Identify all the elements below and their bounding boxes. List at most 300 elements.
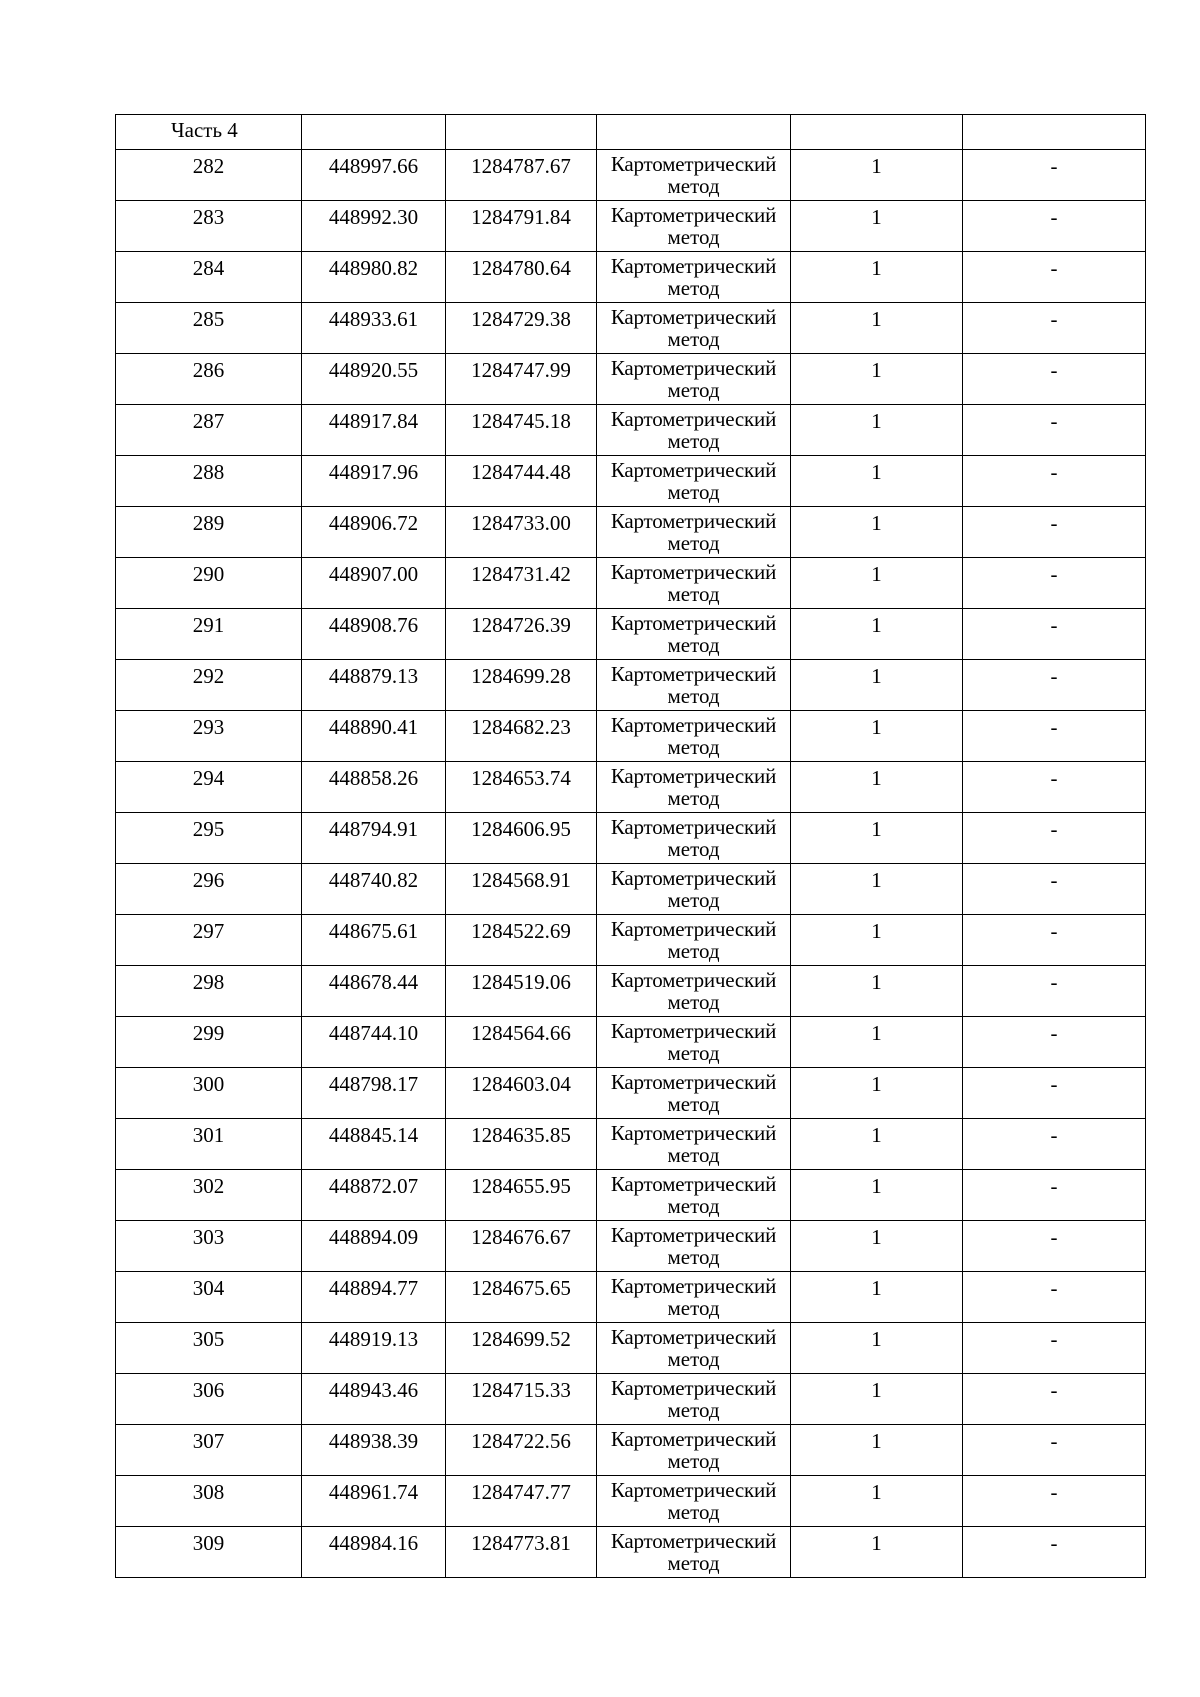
point-number: 295 [192,817,225,841]
note-cell [963,1017,1146,1068]
method-line2: метод [667,633,720,657]
point-number: 307 [192,1429,225,1453]
method-line1: Картометрический [610,866,777,890]
point-number: 304 [192,1276,225,1300]
accuracy: 1 [871,460,882,484]
method-cell [597,456,791,507]
method-line2: метод [667,531,720,555]
table-body [116,115,1146,1578]
coordinate-y: 1284747.99 [471,358,571,382]
method-line2: метод [667,1041,720,1065]
coordinate-x: 448984.16 [328,1531,419,1555]
table-row [116,1017,1146,1068]
accuracy-cell [791,711,963,762]
note: - [1050,562,1058,586]
coordinate-y-cell [446,405,597,456]
method-line2: метод [667,276,720,300]
point-number-cell [116,1017,302,1068]
accuracy: 1 [871,562,882,586]
method-cell [597,558,791,609]
coordinate-x: 448872.07 [328,1174,419,1198]
table-row [116,915,1146,966]
method-line2: метод [667,684,720,708]
method-line2: метод [667,1398,720,1422]
note-cell [963,1068,1146,1119]
method-cell [597,1221,791,1272]
method-line2: метод [667,939,720,963]
coordinate-x: 448943.46 [328,1378,419,1402]
coordinate-y: 1284747.77 [471,1480,571,1504]
coordinate-x: 448894.09 [328,1225,419,1249]
method-cell [597,1374,791,1425]
coordinate-x: 448906.72 [328,511,419,535]
note-cell [963,660,1146,711]
point-number: 303 [192,1225,225,1249]
point-number-cell [116,762,302,813]
point-number: 306 [192,1378,225,1402]
coordinate-y: 1284568.91 [471,868,571,892]
method-cell [597,762,791,813]
method-line2: метод [667,888,720,912]
note: - [1050,1276,1058,1300]
note: - [1050,1480,1058,1504]
accuracy-cell [791,507,963,558]
method-cell [597,201,791,252]
coordinate-y-cell [446,150,597,201]
method-cell [597,609,791,660]
accuracy: 1 [871,154,882,178]
coordinate-y-cell [446,1017,597,1068]
method-line2: метод [667,990,720,1014]
method-line2: метод [667,1551,720,1575]
method-line2: метод [667,174,720,198]
point-number: 298 [192,970,225,994]
table-row [116,1527,1146,1578]
accuracy-cell [791,762,963,813]
method-line2: метод [667,225,720,249]
method-cell [597,1068,791,1119]
coordinate-y-cell [446,813,597,864]
coordinate-x-cell [302,303,446,354]
method-cell [597,1476,791,1527]
accuracy-cell [791,558,963,609]
accuracy-cell [791,1272,963,1323]
point-number-cell [116,1272,302,1323]
point-number: 290 [192,562,225,586]
coordinate-x: 448961.74 [328,1480,419,1504]
coordinate-x-cell [302,1527,446,1578]
method-line1: Картометрический [610,611,777,635]
point-number: 299 [192,1021,225,1045]
coordinate-x-cell [302,507,446,558]
note-cell [963,762,1146,813]
coordinate-x-cell [302,1068,446,1119]
accuracy: 1 [871,205,882,229]
point-number: 289 [192,511,225,535]
note: - [1050,664,1058,688]
point-number-cell [116,456,302,507]
part-title-cell [116,115,302,150]
table-row [116,762,1146,813]
coordinate-x-cell [302,558,446,609]
coordinate-y: 1284655.95 [471,1174,571,1198]
note-cell [963,303,1146,354]
coordinate-y-cell [446,966,597,1017]
coordinate-y-cell [446,609,597,660]
point-number-cell [116,915,302,966]
accuracy-cell [791,1425,963,1476]
method-cell [597,354,791,405]
note-cell [963,609,1146,660]
table-row [116,813,1146,864]
coordinate-x-cell [302,252,446,303]
note-cell [963,1170,1146,1221]
coordinate-y-cell [446,1221,597,1272]
method-line2: метод [667,735,720,759]
note-cell [963,252,1146,303]
coordinate-y: 1284733.00 [471,511,571,535]
table-row [116,456,1146,507]
method-line1: Картометрический [610,1121,777,1145]
coordinate-x-cell [302,711,446,762]
accuracy-cell [791,813,963,864]
empty-header-cell [791,115,963,150]
coordinate-x: 448678.44 [328,970,419,994]
accuracy-cell [791,1068,963,1119]
point-number-cell [116,1527,302,1578]
accuracy-cell [791,201,963,252]
coordinate-y-cell [446,762,597,813]
point-number: 282 [192,154,225,178]
accuracy-cell [791,1170,963,1221]
method-line1: Картометрический [610,203,777,227]
table-row [116,1068,1146,1119]
coordinate-y: 1284606.95 [471,817,571,841]
point-number: 296 [192,868,225,892]
accuracy: 1 [871,1327,882,1351]
coordinate-x: 448933.61 [328,307,419,331]
accuracy-cell [791,1476,963,1527]
table-row [116,150,1146,201]
table-row [116,558,1146,609]
note-cell [963,1119,1146,1170]
coordinate-x-cell [302,1374,446,1425]
coordinate-y: 1284722.56 [471,1429,571,1453]
accuracy-cell [791,660,963,711]
note-cell [963,1374,1146,1425]
coordinate-y: 1284675.65 [471,1276,571,1300]
point-number-cell [116,252,302,303]
point-number-cell [116,609,302,660]
empty-header-cell [446,115,597,150]
coordinate-x-cell [302,966,446,1017]
empty-header-cell [963,115,1146,150]
table-row [116,405,1146,456]
point-number-cell [116,303,302,354]
coordinate-x: 448879.13 [328,664,419,688]
point-number-cell [116,1374,302,1425]
point-number-cell [116,966,302,1017]
coordinate-y: 1284699.28 [471,664,571,688]
method-line1: Картометрический [610,968,777,992]
note: - [1050,1072,1058,1096]
table-row [116,1221,1146,1272]
coordinates-table [115,114,1146,1578]
note: - [1050,1531,1058,1555]
method-line1: Картометрический [610,815,777,839]
accuracy: 1 [871,970,882,994]
method-line1: Картометрический [610,560,777,584]
coordinate-y-cell [446,864,597,915]
table-row [116,354,1146,405]
table-row [116,507,1146,558]
coordinate-x-cell [302,150,446,201]
method-line2: метод [667,327,720,351]
accuracy: 1 [871,1174,882,1198]
method-line2: метод [667,429,720,453]
method-line1: Картометрический [610,305,777,329]
coordinate-x: 448920.55 [328,358,419,382]
coordinate-x: 448675.61 [328,919,419,943]
method-line2: метод [667,1347,720,1371]
point-number-cell [116,558,302,609]
table-row [116,660,1146,711]
coordinate-y-cell [446,1527,597,1578]
method-line1: Картометрический [610,1376,777,1400]
method-cell [597,303,791,354]
method-line1: Картометрический [610,1019,777,1043]
point-number: 285 [192,307,225,331]
note-cell [963,1221,1146,1272]
note: - [1050,1021,1058,1045]
point-number: 293 [192,715,225,739]
method-cell [597,1170,791,1221]
coordinate-y: 1284682.23 [471,715,571,739]
coordinate-y: 1284726.39 [471,613,571,637]
method-cell [597,1272,791,1323]
note-cell [963,711,1146,762]
note: - [1050,919,1058,943]
note-cell [963,966,1146,1017]
point-number: 294 [192,766,225,790]
note: - [1050,307,1058,331]
point-number: 292 [192,664,225,688]
note: - [1050,154,1058,178]
note-cell [963,813,1146,864]
coordinate-x: 448740.82 [328,868,419,892]
coordinate-x: 448997.66 [328,154,419,178]
accuracy: 1 [871,1378,882,1402]
table-header-row [116,115,1146,150]
method-cell [597,1119,791,1170]
method-cell [597,1323,791,1374]
coordinate-x: 448992.30 [328,205,419,229]
method-line1: Картометрический [610,1529,777,1553]
point-number-cell [116,1425,302,1476]
note-cell [963,1476,1146,1527]
accuracy: 1 [871,868,882,892]
accuracy: 1 [871,511,882,535]
point-number-cell [116,507,302,558]
method-line1: Картометрический [610,1478,777,1502]
point-number: 291 [192,613,225,637]
coordinate-x-cell [302,660,446,711]
coordinate-x: 448744.10 [328,1021,419,1045]
point-number-cell [116,660,302,711]
coordinate-x-cell [302,609,446,660]
point-number-cell [116,201,302,252]
accuracy-cell [791,1221,963,1272]
coordinate-x-cell [302,405,446,456]
coordinate-y: 1284522.69 [471,919,571,943]
point-number: 284 [192,256,225,280]
part-title: Часть 4 [171,118,238,142]
coordinate-y-cell [446,711,597,762]
coordinate-y: 1284603.04 [471,1072,571,1096]
note: - [1050,1174,1058,1198]
note-cell [963,1527,1146,1578]
coordinate-x-cell [302,813,446,864]
method-line2: метод [667,1449,720,1473]
point-number-cell [116,1068,302,1119]
method-line1: Картометрический [610,917,777,941]
method-line1: Картометрический [610,1172,777,1196]
note-cell [963,150,1146,201]
accuracy: 1 [871,1225,882,1249]
note: - [1050,1123,1058,1147]
note: - [1050,715,1058,739]
note: - [1050,1429,1058,1453]
method-cell [597,252,791,303]
method-cell [597,1017,791,1068]
coordinate-y-cell [446,252,597,303]
table-row [116,711,1146,762]
note: - [1050,358,1058,382]
accuracy-cell [791,1527,963,1578]
coordinate-y-cell [446,507,597,558]
note: - [1050,511,1058,535]
coordinate-x: 448845.14 [328,1123,419,1147]
table-row [116,201,1146,252]
accuracy-cell [791,150,963,201]
method-cell [597,1425,791,1476]
coordinate-y: 1284564.66 [471,1021,571,1045]
method-line2: метод [667,1500,720,1524]
accuracy: 1 [871,817,882,841]
accuracy: 1 [871,409,882,433]
note: - [1050,970,1058,994]
accuracy: 1 [871,1276,882,1300]
point-number-cell [116,1119,302,1170]
accuracy-cell [791,405,963,456]
coordinate-y-cell [446,915,597,966]
coordinate-y-cell [446,354,597,405]
coordinate-y: 1284745.18 [471,409,571,433]
coordinate-y: 1284744.48 [471,460,571,484]
coordinate-x-cell [302,762,446,813]
coordinate-y: 1284715.33 [471,1378,571,1402]
point-number: 288 [192,460,225,484]
table-row [116,609,1146,660]
point-number: 309 [192,1531,225,1555]
note-cell [963,354,1146,405]
point-number: 301 [192,1123,225,1147]
coordinate-y-cell [446,558,597,609]
coordinate-y: 1284519.06 [471,970,571,994]
point-number: 283 [192,205,225,229]
coordinate-y-cell [446,660,597,711]
coordinate-y: 1284635.85 [471,1123,571,1147]
coordinate-x: 448858.26 [328,766,419,790]
point-number-cell [116,813,302,864]
coordinate-x-cell [302,1221,446,1272]
accuracy-cell [791,456,963,507]
coordinate-y: 1284791.84 [471,205,571,229]
method-line1: Картометрический [610,662,777,686]
method-line1: Картометрический [610,713,777,737]
accuracy: 1 [871,1123,882,1147]
method-cell [597,1527,791,1578]
coordinate-x: 448908.76 [328,613,419,637]
note: - [1050,868,1058,892]
point-number-cell [116,150,302,201]
method-line1: Картометрический [610,1070,777,1094]
table-row [116,864,1146,915]
table-row [116,1476,1146,1527]
point-number-cell [116,354,302,405]
note-cell [963,201,1146,252]
coordinate-x-cell [302,1170,446,1221]
point-number-cell [116,1476,302,1527]
coordinate-y-cell [446,303,597,354]
method-line2: метод [667,1092,720,1116]
method-cell [597,966,791,1017]
accuracy: 1 [871,1072,882,1096]
accuracy-cell [791,966,963,1017]
method-line1: Картометрический [610,1325,777,1349]
method-line2: метод [667,582,720,606]
accuracy: 1 [871,715,882,739]
table-row [116,252,1146,303]
note-cell [963,405,1146,456]
method-cell [597,150,791,201]
coordinate-y: 1284773.81 [471,1531,571,1555]
method-line2: метод [667,786,720,810]
coordinate-y-cell [446,1272,597,1323]
coordinate-x-cell [302,1017,446,1068]
accuracy: 1 [871,664,882,688]
method-line2: метод [667,1296,720,1320]
coordinate-y: 1284699.52 [471,1327,571,1351]
coordinate-y-cell [446,456,597,507]
method-line1: Картометрический [610,1274,777,1298]
note: - [1050,613,1058,637]
coordinate-x-cell [302,1119,446,1170]
note: - [1050,817,1058,841]
method-line2: метод [667,378,720,402]
coordinate-y: 1284787.67 [471,154,571,178]
accuracy-cell [791,252,963,303]
point-number: 287 [192,409,225,433]
accuracy: 1 [871,358,882,382]
table-row [116,966,1146,1017]
note: - [1050,409,1058,433]
coordinate-x-cell [302,201,446,252]
coordinate-x: 448938.39 [328,1429,419,1453]
coordinate-x-cell [302,864,446,915]
coordinate-x: 448794.91 [328,817,419,841]
point-number: 300 [192,1072,225,1096]
